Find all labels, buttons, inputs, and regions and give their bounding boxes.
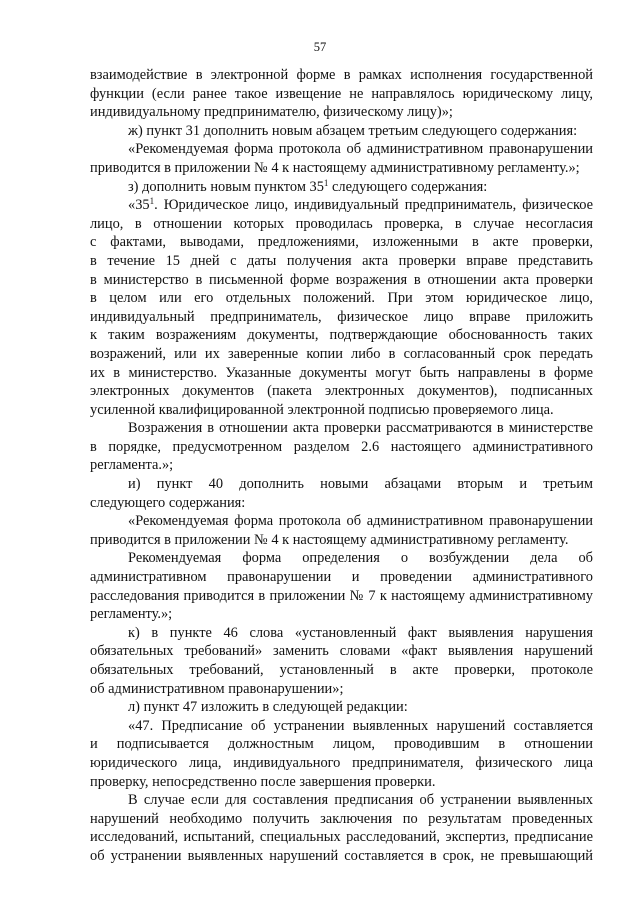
text-line — [90, 289, 593, 308]
text-line — [90, 791, 593, 810]
text-line-content: исследований, испытаний, специальных расследований, экспертиз, предписание — [90, 829, 593, 846]
text-line — [90, 754, 593, 773]
text-line — [90, 382, 593, 401]
text-line — [90, 159, 593, 178]
text-line-content: в министерство в письменной форме возражения в отношении акта проверки — [90, 271, 593, 288]
text-line-content: л) пункт 47 изложить в следующей редакции: — [128, 699, 408, 716]
text-line-content: В случае если для составления предписания об устранении выявленных — [128, 792, 593, 809]
text-line-continuation: . Юридическое лицо, индивидуальный предприниматель, физическое — [154, 197, 593, 214]
text-line-content: к) в пункте 46 слова «установленный факт выявления нарушения — [128, 624, 593, 641]
document-body — [90, 66, 593, 866]
text-line — [90, 661, 593, 680]
text-line-continuation: следующего содержания: — [328, 178, 488, 195]
text-line — [90, 233, 593, 252]
text-line-content: юридического лица, индивидуального предпринимателя, физического лица — [90, 754, 593, 771]
text-line — [90, 196, 593, 215]
text-line — [90, 66, 593, 85]
text-line-content: обязательных требований, установленный в акте проверки, протоколе — [90, 662, 593, 678]
text-line-content: «35 — [128, 197, 150, 214]
text-line — [90, 456, 593, 475]
superscript: 1 — [149, 196, 155, 207]
text-line — [90, 215, 593, 234]
text-line-content: нарушений необходимо получить заключения по результатам проведенных — [90, 810, 593, 827]
text-line — [90, 773, 593, 792]
text-line — [90, 605, 593, 624]
text-line — [90, 308, 593, 327]
text-line-content: электронных документов (пакета электронных документов), подписанных — [90, 383, 593, 400]
text-line-content: в порядке, предусмотренном разделом 2.6 настоящего административного — [90, 438, 593, 455]
text-line-content: «47. Предписание об устранении выявленных нарушений составляется — [128, 717, 593, 734]
text-line — [90, 326, 593, 345]
text-line-content: приводится в приложении № 4 к настоящему административному регламенту.»; — [90, 159, 580, 176]
superscript: 1 — [323, 177, 329, 188]
text-line-content: усиленной квалифицированной электронной подписью проверяемого лица. — [90, 401, 554, 418]
text-line-content: с фактами, выводами, предложениями, изложенными в акте проверки, — [90, 234, 593, 251]
text-line-content: «Рекомендуемая форма протокола об административном правонарушении — [128, 141, 593, 158]
text-line-content: регламенту.»; — [90, 606, 173, 623]
text-line — [90, 568, 593, 587]
text-line-content: обязательных требований» заменить словами «факт выявления нарушений — [90, 643, 593, 660]
text-line — [90, 587, 593, 606]
text-line — [90, 717, 593, 736]
text-line-content: функции (если ранее такое извещение не направлялось юридическому лицу, — [90, 85, 593, 102]
text-line — [90, 419, 593, 438]
text-line — [90, 345, 593, 364]
text-line-content: «Рекомендуемая форма протокола об административном правонарушении — [128, 513, 593, 530]
text-line-content: расследования приводится в приложении № 7 к настоящему административному — [90, 587, 593, 604]
text-line-content: приводится в приложении № 4 к настоящему административному регламенту. — [90, 531, 569, 548]
text-line-content: лицо, в отношении которых проводилась проверка, в случае несогласия — [90, 215, 593, 232]
text-line-content: в целом или его отдельных положений. При этом юридическое лицо, — [90, 290, 593, 307]
text-line-content: и подписывается должностным лицом, проводившим в отношении — [90, 736, 593, 753]
text-line-content: в течение 15 дней с даты получения акта проверки вправе представить — [90, 252, 593, 269]
text-line-content: их в министерство. Указанные документы могут быть направлены в форме — [90, 364, 593, 381]
text-line-content: Возражения в отношении акта проверки рассматриваются в министерстве — [128, 420, 593, 437]
text-line-content: следующего содержания: — [90, 494, 246, 511]
text-line — [90, 364, 593, 383]
page-number: 57 — [313, 40, 327, 54]
text-line — [90, 401, 593, 420]
text-line-content: взаимодействие в электронной форме в рамках исполнения государственной — [90, 67, 593, 83]
text-line — [90, 642, 593, 661]
text-line — [90, 140, 593, 159]
text-line — [90, 810, 593, 829]
text-line — [90, 271, 593, 290]
text-line-content: индивидуальному предпринимателю, физическому лицу)»; — [90, 104, 453, 121]
text-line-content: регламента.»; — [90, 457, 174, 474]
text-line — [90, 735, 593, 754]
text-line — [90, 85, 593, 104]
text-line-content: об административном правонарушении»; — [90, 680, 344, 697]
text-line — [90, 122, 593, 141]
text-line — [90, 847, 593, 866]
text-line — [90, 178, 593, 197]
text-line-content: ж) пункт 31 дополнить новым абзацем третьим следующего содержания: — [128, 122, 578, 139]
text-line — [90, 438, 593, 457]
text-line-content: индивидуальный предприниматель, физическое лицо вправе приложить — [90, 308, 593, 325]
text-line — [90, 475, 593, 494]
text-line-content: Рекомендуемая форма определения о возбуждении дела об — [128, 550, 593, 567]
text-line — [90, 512, 593, 531]
text-line-content: к таким возражениям документы, подтверждающие обоснованность таких — [90, 327, 593, 344]
text-line — [90, 624, 593, 643]
text-line — [90, 103, 593, 122]
text-line — [90, 698, 593, 717]
text-line — [90, 252, 593, 271]
text-line-content: и) пункт 40 дополнить новыми абзацами вторым и третьим — [128, 476, 593, 493]
text-line-content: административном правонарушении и проведении административного — [90, 569, 593, 586]
text-line-content: об устранении выявленных нарушений составляется в срок, не превышающий — [90, 847, 593, 864]
text-line — [90, 549, 593, 568]
text-line — [90, 531, 593, 550]
text-line-content: з) дополнить новым пунктом 35 — [128, 178, 324, 195]
text-line-content: возражений, или их заверенные копии либо в согласованный срок передать — [90, 345, 593, 362]
text-line — [90, 680, 593, 699]
text-line-content: проверку, непосредственно после завершения проверки. — [90, 773, 436, 790]
text-line — [90, 828, 593, 847]
text-line — [90, 494, 593, 513]
